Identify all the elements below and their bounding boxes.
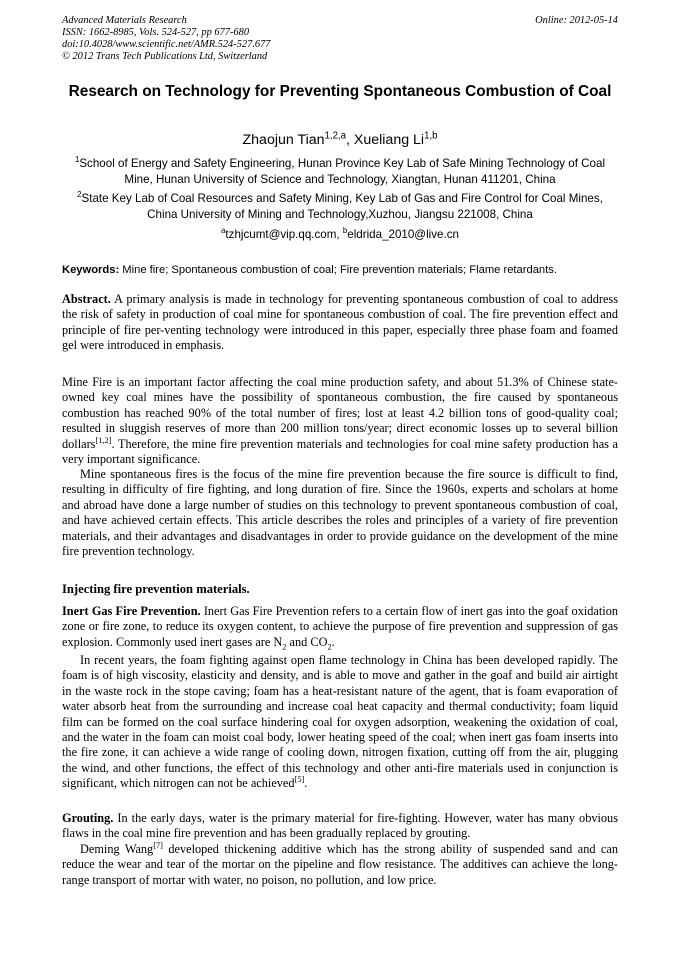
abstract [62,292,618,354]
author-line [62,131,618,149]
paper-title: Research on Technology for Preventing Spontaneous Combustion of Coal [68,83,612,100]
section-heading: Injecting fire prevention materials. [62,582,250,596]
author-affiliation-marker: 1,2,a [324,130,346,142]
journal-copyright: © 2012 Trans Tech Publications Ltd, Switzerland [62,51,268,62]
journal-issn: ISSN: 1662-8985, Vols. 524-527, pp 677-680 [62,27,250,38]
subscript: 2 [327,642,332,652]
author-affiliation-marker: 1,b [424,130,438,142]
foam-paragraph [62,653,618,792]
email-link[interactable]: tzhjcumt@vip.qq.com, [225,228,343,241]
email-link[interactable]: eldrida_2010@live.cn [347,228,459,241]
email-marker: a [221,226,226,236]
inert-gas-paragraph [62,604,618,650]
paragraph-text: developed thickening additive which has the strong ability of suspended sand and can reduce the wear and tear of the mortar on the pipeline and flow resistance. The additives can achieve the long-range transport of mortar with water, no poison, no pollution, and low price. [62,842,618,887]
abstract-label: Abstract. [62,292,111,306]
journal-doi: doi:10.4028/www.scientific.net/AMR.524-527.677 [62,39,271,50]
paragraph-text: Deming Wang [80,842,154,856]
keywords-label: Keywords: [62,264,120,276]
affiliation-2 [62,191,618,223]
paragraph-text: In the early days, water is the primary material for fire-fighting. However, water has many obvious flaws in the coal mine fire prevention and has been gradually replaced by grouting. [62,811,618,841]
journal-header [62,15,618,63]
email-marker: b [342,226,348,236]
online-date: Online: 2012-05-14 [535,15,618,26]
paragraph-text: and CO [286,634,328,649]
keywords [62,263,618,277]
author-emails [62,227,618,243]
citation[interactable]: [1,2] [95,435,112,445]
author-separator: , [345,132,354,148]
paragraph-text: Mine Fire is an important factor affecting the coal mine production safety, and about 51.3% of Chinese state-owned key coal mines have the possibility of spontaneous combustion, the fire caused by spontaneous combustion has reached 90% of the total number of fires; lost at least 4.2 billion tons of good-quality coal; resulted in sluggish reserves of more than 200 million tons/year; direct economic losses up to several billion dollars [62,375,618,451]
affiliation-text: State Key Lab of Coal Resources and Safety Mining, Key Lab of Gas and Fire Control for Coal Mines, China University of Mining and Technology,Xuzhou, Jiangsu 221008, China [81,192,603,221]
affiliation-text: School of Energy and Safety Engineering, Hunan Province Key Lab of Safe Mining Technology of Coal Mine, Hunan University of Science and Technology, Xiangtan, Hunan 411201, China [79,157,606,186]
journal-name: Advanced Materials Research [62,15,187,26]
intro-paragraph-1 [62,375,618,467]
subscript: 2 [282,642,287,652]
citation[interactable]: [5] [294,775,305,785]
intro-paragraph-2: Mine spontaneous fires is the focus of the mine fire prevention because the fire source is difficult to find, resulting in difficulty of fire fighting, and long duration of fire. Since the 1960s, experts and scholars at home and abroad have done a large number of studies on this technology to prevent spontaneous combustion of coal, and have achieved certain effects. This article describes the roles and principles of a variety of fire prevention materials, and their advantages and disadvantages in order to provide guidance on the development of the mine fire prevention technology. [62,467,618,559]
keywords-text: Mine fire; Spontaneous combustion of coal; Fire prevention materials; Flame retardants. [119,264,557,276]
affiliation-number: 2 [77,190,82,200]
author-name: Zhaojun Tian [242,132,325,148]
citation[interactable]: [7] [153,840,163,850]
paragraph-text: . [304,776,308,791]
paragraph-label: Grouting. [62,811,114,825]
paragraph-label: Inert Gas Fire Prevention. [62,604,201,618]
author-name: Xueliang Li [353,132,425,148]
paragraph-text: . [331,634,335,649]
deming-paragraph [62,842,618,888]
affiliation-1 [62,156,618,188]
affiliation-number: 1 [74,155,80,165]
paragraph-text: . Therefore, the mine fire prevention materials and technologies for coal mine safety production has a very important significance. [62,436,618,467]
paragraph-text: Inert Gas Fire Prevention refers to a certain flow of inert gas into the goaf oxidation zone or fire zone, to reduce its oxygen content, to achieve the purpose of fire prevention and suppression of gas explosion. Commonly used inert gases are N [62,604,618,649]
abstract-text: A primary analysis is made in technology for preventing spontaneous combustion of coal to address the risk of safety in production of coal mine for spontaneous combustion of coal. The fire prevention effect and principle of fire per-venting technology were introduced in this paper, especially three phase foam and foamed gel were introduced in emphasis. [62,292,618,353]
paragraph-text: In recent years, the foam fighting against open flame technology in China has been developed rapidly. The foam is of high viscosity, elasticity and density, and is able to move and gather in the goaf and build air airtight in the waste rock in the stope caving; foam has a heat-resistant nature of the agent, that is foam evaporation of water absorb heat from the surrounding and increase coal heat capacity and thermal conductivity; foam liquid film can be formed on the coal surface hindering coal for oxygen adsorption, weakening the oxidation of coal, and the water in the foam can moist coal body, lower heating speed of the coal; when inert gas foam inserts into the fire zone, it can achieve a wide range of cooling down, nitrogen fixation, cutting off from the air, plugging the wind, and other functions, the effect of this technology and other anti-fire materials used in conjunction is significant, which nitrogen can not be achieved [62,653,618,791]
grouting-paragraph [62,811,618,842]
